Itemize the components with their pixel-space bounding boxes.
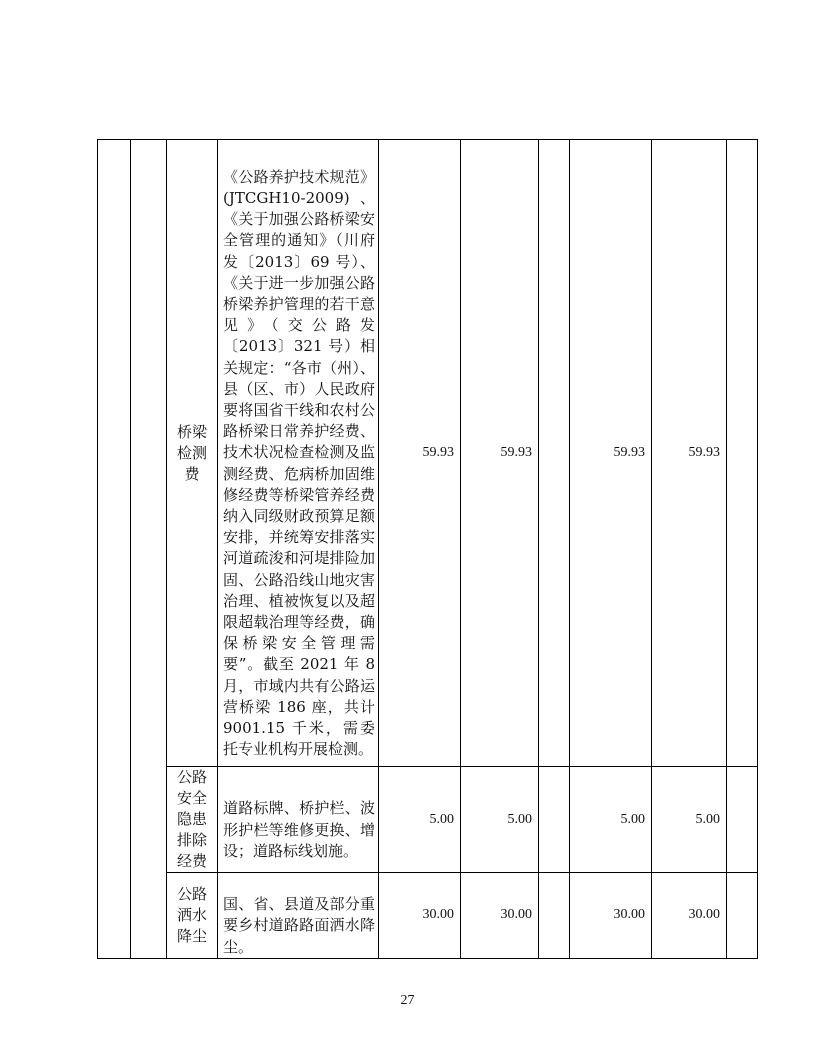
item-name: 公路 洒水 降尘 <box>176 884 207 945</box>
item-description-cell <box>218 767 379 873</box>
item-description: 《公路养护技术规范》(JTCGH10-2009)、《关于加强公路桥梁安全管理的通知》（川府发〔2013〕69 号）、《关于进一步加强公路桥梁养护管理的若干意见》（交公路发〔2013〕321 号）相关规定：“各市（州）、县（区、市）人民政府要将国省干线和农村公路桥梁日常养护经费、技术状况检查检测及监测经费、危病桥加固维修经费等桥梁管养经费纳入同级财政预算足额安排，并统筹安排落实河道疏浚和河堤排险加固、公路沿线山地灾害治理、植被恢复以及超限超载治理等经费，确保桥梁安全管理需要”。截至 2021 年 8 月，市域内共有公路运营桥梁 186 座，共计 9001.15 千米，需委托专业机构开展检测。 <box>223 167 375 759</box>
amount-cell-4 <box>570 873 652 959</box>
amount-value: 5.00 <box>620 811 645 827</box>
amount-cell-1 <box>379 873 461 959</box>
table-row <box>98 140 758 767</box>
amount-value: 30.00 <box>500 907 532 923</box>
amount-cell-3 <box>539 140 570 767</box>
item-description: 国、省、县道及部分重要乡村道路路面洒水降尘。 <box>223 895 375 956</box>
amount-cell-4 <box>570 140 652 767</box>
amount-cell-5 <box>652 767 727 873</box>
item-name-cell <box>167 767 218 873</box>
page-number: 27 <box>400 993 415 1008</box>
amount-cell-6 <box>727 873 758 959</box>
amount-cell-4 <box>570 767 652 873</box>
amount-cell-2 <box>461 140 539 767</box>
amount-cell-1 <box>379 767 461 873</box>
item-name-cell <box>167 873 218 959</box>
amount-cell-2 <box>461 767 539 873</box>
item-description-cell <box>218 873 379 959</box>
amount-cell-6 <box>727 140 758 767</box>
amount-value: 5.00 <box>429 811 454 827</box>
budget-table <box>97 139 758 959</box>
amount-cell-6 <box>727 767 758 873</box>
amount-value: 59.93 <box>422 445 454 460</box>
amount-cell-1 <box>379 140 461 767</box>
subcategory-cell <box>131 140 167 959</box>
amount-value: 30.00 <box>422 907 454 923</box>
table-row <box>98 873 758 959</box>
amount-value: 5.00 <box>507 811 532 827</box>
table-row <box>98 767 758 873</box>
amount-cell-5 <box>652 873 727 959</box>
amount-value: 30.00 <box>688 907 720 923</box>
amount-value: 59.93 <box>500 445 532 460</box>
item-description: 道路标牌、桥护栏、波形护栏等维修更换、增设；道路标线划施。 <box>223 799 375 860</box>
amount-cell-3 <box>539 767 570 873</box>
amount-value: 59.93 <box>688 445 720 460</box>
amount-value: 59.93 <box>613 445 645 460</box>
item-name: 桥梁 检测 费 <box>176 422 207 483</box>
amount-cell-5 <box>652 140 727 767</box>
amount-cell-2 <box>461 873 539 959</box>
amount-value: 5.00 <box>695 811 720 827</box>
amount-cell-3 <box>539 873 570 959</box>
category-cell <box>98 140 131 959</box>
item-name: 公路 安全 隐患 排除 经费 <box>176 768 207 870</box>
item-description-cell <box>218 140 379 767</box>
amount-value: 30.00 <box>613 907 645 923</box>
item-name-cell <box>167 140 218 767</box>
